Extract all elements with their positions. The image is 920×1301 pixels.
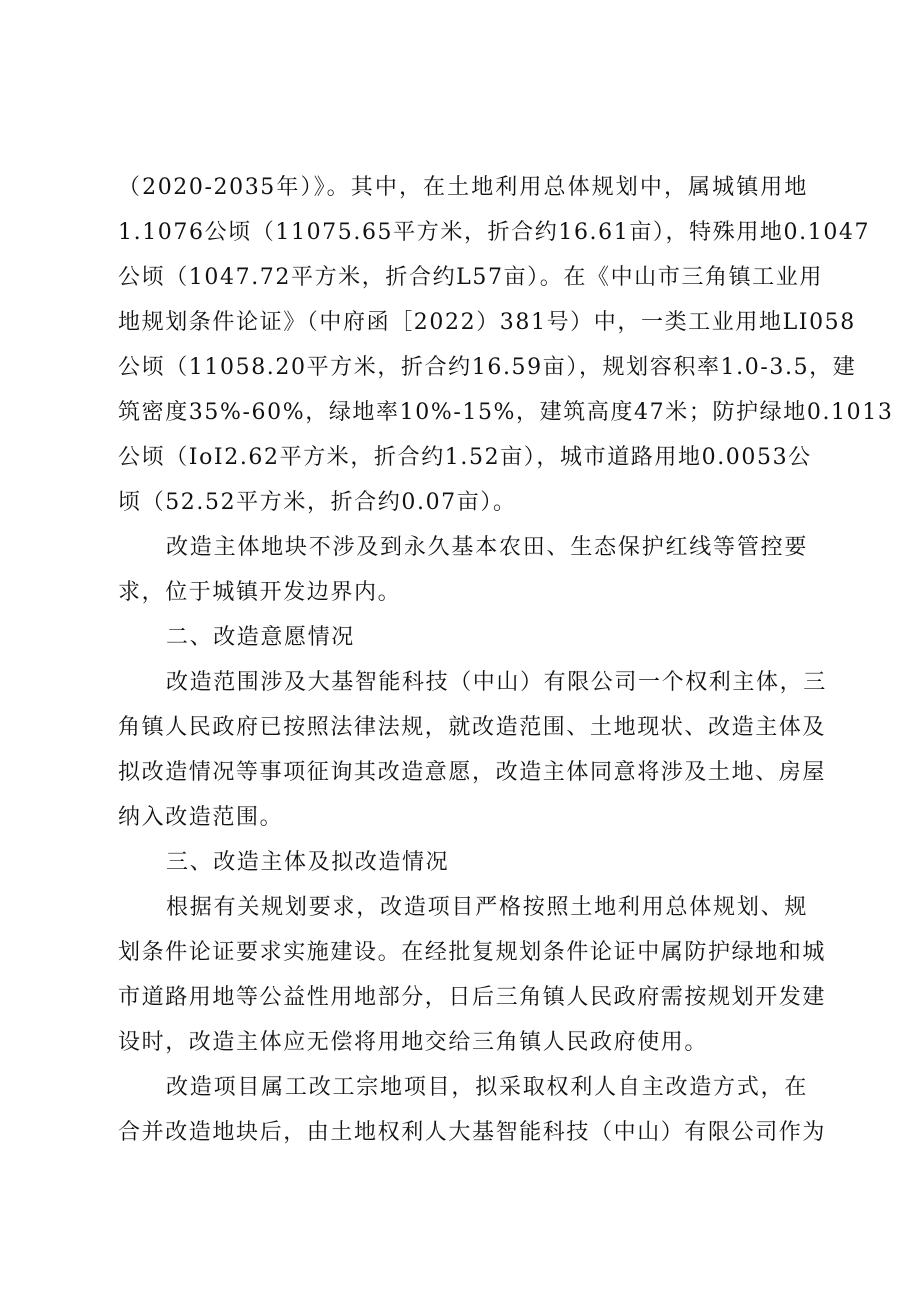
paragraph-3-line-2: 角镇人民政府已按照法律法规，就改造范围、土地现状、改造主体及 (118, 715, 827, 740)
section-heading-2: 二、改造意愿情况 (166, 625, 355, 650)
paragraph-4-line-2: 划条件论证要求实施建设。在经批复规划条件论证中属防护绿地和城 (118, 940, 827, 965)
paragraph-3-line-1: 改造范围涉及大基智能科技（中山）有限公司一个权利主体，三 (166, 670, 827, 695)
paragraph-1-line-3: 公顷（1047.72平方米，折合约L57亩）。在《中山市三角镇工业用 (118, 265, 823, 290)
paragraph-5-line-1: 改造项目属工改工宗地项目，拟采取权利人自主改造方式，在 (166, 1075, 808, 1100)
paragraph-1-line-5: 公顷（11058.20平方米，折合约16.59亩），规划容积率1.0-3.5，建 (118, 355, 857, 380)
paragraph-1-line-4: 地规划条件论证》（中府函［2022）381号）中，一类工业用地LI058 (118, 310, 856, 335)
paragraph-2-line-1: 改造主体地块不涉及到永久基本农田、生态保护红线等管控要 (166, 535, 808, 560)
paragraph-1-line-7: 公顷（IoI2.62平方米，折合约1.52亩），城市道路用地0.0053公 (118, 445, 812, 470)
paragraph-1-line-1: （2020-2035年）》。其中，在土地利用总体规划中，属城镇用地 (118, 175, 808, 200)
section-heading-3: 三、改造主体及拟改造情况 (166, 850, 450, 875)
paragraph-1-line-8: 顷（52.52平方米，折合约0.07亩）。 (118, 490, 517, 515)
paragraph-1-line-6: 筑密度35%-60%，绿地率10%-15%，建筑高度47米；防护绿地0.1013 (118, 400, 894, 425)
paragraph-5-line-2: 合并改造地块后，由土地权利人大基智能科技（中山）有限公司作为 (118, 1120, 827, 1145)
paragraph-4-line-3: 市道路用地等公益性用地部分，日后三角镇人民政府需按规划开发建 (118, 985, 827, 1010)
paragraph-4-line-1: 根据有关规划要求，改造项目严格按照土地利用总体规划、规 (166, 895, 808, 920)
paragraph-2-line-2: 求，位于城镇开发边界内。 (118, 580, 402, 605)
paragraph-3-line-3: 拟改造情况等事项征询其改造意愿，改造主体同意将涉及土地、房屋 (118, 760, 827, 785)
paragraph-1-line-2: 1.1076公顷（11075.65平方米，折合约16.61亩），特殊用地0.1047 (118, 220, 871, 245)
paragraph-3-line-4: 纳入改造范围。 (118, 805, 284, 830)
paragraph-4-line-4: 设时，改造主体应无偿将用地交给三角镇人民政府使用。 (118, 1030, 709, 1055)
